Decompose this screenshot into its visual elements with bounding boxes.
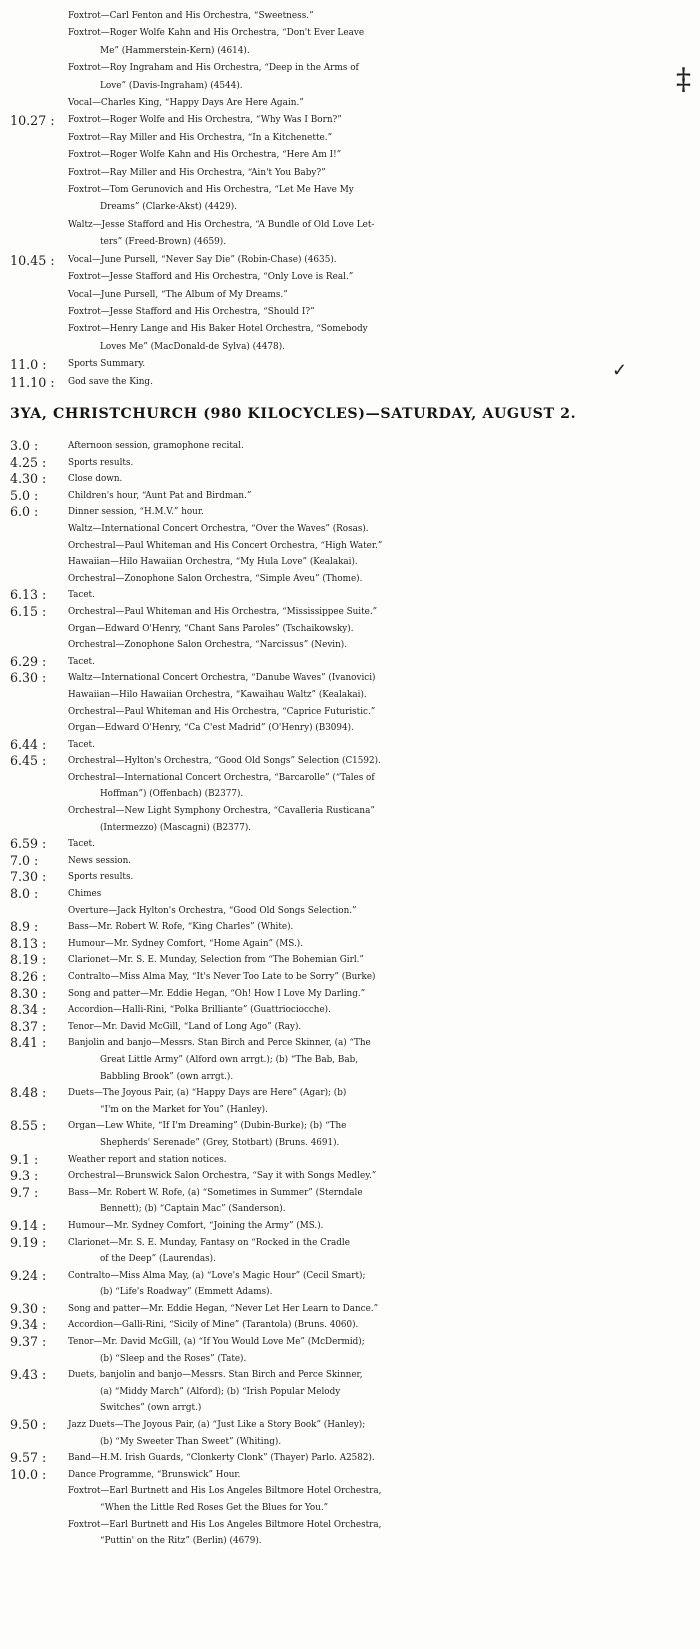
programme-entry xyxy=(0,1168,700,1185)
programme-entry xyxy=(0,604,700,621)
entry-text: Foxtrot—Earl Burtnett and His Los Angeles Biltmore Hotel Orchestra, xyxy=(68,1486,382,1497)
entry-time: 9.19 : xyxy=(10,1234,47,1250)
entry-text-continued: “I'm on the Market for You” (Hanley). xyxy=(100,1104,268,1115)
entry-text: Sports results. xyxy=(68,457,134,468)
programme-entry xyxy=(0,1334,700,1367)
programme-entry xyxy=(0,95,700,112)
programme-entry xyxy=(0,903,700,920)
entry-text: Organ—Lew White, “If I'm Dreaming” (Dubin-Burke); (b) “The xyxy=(68,1121,347,1132)
programme-entry xyxy=(0,25,700,60)
entry-time: 8.9 : xyxy=(10,919,39,935)
entry-text: Hawaiian—Hilo Hawaiian Orchestra, “Kawaihau Waltz” (Kealakai). xyxy=(68,689,367,700)
programme-entry xyxy=(0,60,700,95)
entry-text-continued: Bennett); (b) “Captain Mac” (Sanderson). xyxy=(100,1204,286,1215)
entry-text: Foxtrot—Roy Ingraham and His Orchestra, “Deep in the Arms of xyxy=(68,63,359,74)
entry-text: Foxtrot—Tom Gerunovich and His Orchestra, “Let Me Have My xyxy=(68,185,354,196)
entry-text: Accordion—Galli-Rini, “Sicily of Mine” (Tarantola) (Bruns. 4060). xyxy=(68,1320,359,1331)
entry-time: 4.25 : xyxy=(10,454,47,470)
programme-entry xyxy=(0,304,700,321)
programme-entry xyxy=(0,737,700,754)
entry-text: Tenor—Mr. David McGill, “Land of Long Ago” (Ray). xyxy=(68,1021,302,1032)
entry-time: 6.15 : xyxy=(10,603,47,619)
entry-text-continued: Babbling Brook” (own arrgt.). xyxy=(100,1071,234,1082)
entry-time: 6.13 : xyxy=(10,587,47,603)
entry-time: 9.43 : xyxy=(10,1367,47,1383)
entry-text: Tacet. xyxy=(68,590,95,601)
entry-text-continued: of the Deep” (Laurendas). xyxy=(100,1254,216,1265)
programme-3ya xyxy=(0,438,700,1550)
programme-entry xyxy=(0,836,700,853)
entry-text-continued: Dreams” (Clarke-Akst) (4429). xyxy=(100,202,238,213)
programme-entry xyxy=(0,1185,700,1218)
programme-entry xyxy=(0,287,700,304)
programme-entry xyxy=(0,1417,700,1450)
programme-entry xyxy=(0,886,700,903)
programme-entry xyxy=(0,1085,700,1118)
entry-text: Orchestral—Paul Whiteman and His Orchestra, “Caprice Futuristic.” xyxy=(68,706,376,717)
programme-entry xyxy=(0,936,700,953)
entry-text: Orchestral—Hylton's Orchestra, “Good Old Songs” Selection (C1592). xyxy=(68,756,381,767)
programme-entry xyxy=(0,919,700,936)
entry-text-continued: Loves Me” (MacDonald-de Sylva) (4478). xyxy=(100,341,285,352)
entry-time: 8.19 : xyxy=(10,952,47,968)
entry-text-continued: Shepherds' Serenade” (Grey, Stotbart) (Bruns. 4691). xyxy=(100,1137,340,1148)
programme-entry xyxy=(0,1235,700,1268)
programme-entry xyxy=(0,1019,700,1036)
entry-text: Orchestral—International Concert Orchestra, “Barcarolle” (“Tales of xyxy=(68,772,375,783)
entry-text: Vocal—Charles King, “Happy Days Are Here Again.” xyxy=(68,98,304,109)
entry-text: Bass—Mr. Robert W. Rofe, (a) “Sometimes in Summer” (Sterndale xyxy=(68,1187,363,1198)
programme-entry xyxy=(0,853,700,870)
programme-entry xyxy=(0,321,700,356)
entry-text: Orchestral—New Light Symphony Orchestra, “Cavalleria Rusticana” xyxy=(68,806,375,817)
entry-text: Close down. xyxy=(68,474,123,485)
entry-time: 8.37 : xyxy=(10,1018,47,1034)
programme-entry xyxy=(0,1517,700,1550)
entry-text-continued: (b) “Life's Roadway” (Emmett Adams). xyxy=(100,1287,273,1298)
programme-entry xyxy=(0,1450,700,1467)
programme-entry xyxy=(0,1035,700,1085)
entry-text: Foxtrot—Earl Burtnett and His Los Angeles Biltmore Hotel Orchestra, xyxy=(68,1519,382,1530)
entry-time: 8.55 : xyxy=(10,1118,47,1134)
programme-entry xyxy=(0,521,700,538)
entry-time: 10.27 : xyxy=(10,113,55,129)
entry-time: 9.7 : xyxy=(10,1184,39,1200)
programme-entry xyxy=(0,217,700,252)
programme-entry xyxy=(0,969,700,986)
entry-time: 3.0 : xyxy=(10,438,39,453)
entry-text: Jazz Duets—The Joyous Pair, (a) “Just Like a Story Book” (Hanley); xyxy=(68,1420,366,1431)
entry-time: 9.50 : xyxy=(10,1417,47,1433)
programme-entry xyxy=(0,1367,700,1417)
programme-entry xyxy=(0,1467,700,1484)
programme-entry xyxy=(0,374,700,391)
entry-text: Vocal—June Pursell, “The Album of My Dreams.” xyxy=(68,289,288,300)
entry-text: Waltz—International Concert Orchestra, “Over the Waves” (Rosas). xyxy=(68,523,369,534)
entry-time: 6.0 : xyxy=(10,504,39,520)
entry-text: Overture—Jack Hylton's Orchestra, “Good Old Songs Selection.” xyxy=(68,905,357,916)
entry-text: Foxtrot—Roger Wolfe Kahn and His Orchestra, “Here Am I!” xyxy=(68,150,342,161)
entry-text: Contralto—Miss Alma May, (a) “Love's Magic Hour” (Cecil Smart); xyxy=(68,1270,366,1281)
entry-time: 4.30 : xyxy=(10,471,47,487)
entry-text: Banjolin and banjo—Messrs. Stan Birch and Perce Skinner, (a) “The xyxy=(68,1038,371,1049)
programme-entry xyxy=(0,1317,700,1334)
entry-text: Chimes xyxy=(68,889,102,900)
programme-entry xyxy=(0,869,700,886)
programme-entry xyxy=(0,1483,700,1516)
entry-text: Tenor—Mr. David McGill, (a) “If You Would Love Me” (McDermid); xyxy=(68,1337,365,1348)
programme-entry xyxy=(0,1002,700,1019)
entry-time: 8.48 : xyxy=(10,1085,47,1101)
programme-entry xyxy=(0,147,700,164)
entry-time: 6.59 : xyxy=(10,836,47,852)
entry-text-continued: “Puttin' on the Ritz” (Berlin) (4679). xyxy=(100,1536,262,1547)
programme-entry xyxy=(0,356,700,373)
entry-text: Orchestral—Paul Whiteman and His Concert Orchestra, “High Water.” xyxy=(68,540,383,551)
entry-time: 9.37 : xyxy=(10,1334,47,1350)
entry-time: 8.30 : xyxy=(10,985,47,1001)
entry-text-continued: (Intermezzo) (Mascagni) (B2377). xyxy=(100,822,252,833)
entry-text: Band—H.M. Irish Guards, “Clonkerty Clonk” (Thayer) Parlo. A2582). xyxy=(68,1453,375,1464)
entry-text: Vocal—June Pursell, “Never Say Die” (Robin-Chase) (4635). xyxy=(68,254,337,265)
entry-text: Organ—Edward O'Henry, “Chant Sans Paroles” (Tschaikowsky). xyxy=(68,623,354,634)
programme-entry xyxy=(0,621,700,638)
entry-time: 8.34 : xyxy=(10,1002,47,1018)
entry-text-continued: “When the Little Red Roses Get the Blues for You.” xyxy=(100,1503,329,1513)
programme-entry xyxy=(0,670,700,687)
entry-text: Duets—The Joyous Pair, (a) “Happy Days are Here” (Agar); (b) xyxy=(68,1088,347,1099)
entry-text: Tacet. xyxy=(68,839,95,850)
entry-time: 6.44 : xyxy=(10,736,47,752)
programme-entry xyxy=(0,182,700,217)
entry-text: Waltz—International Concert Orchestra, “Danube Waves” (Ivanovici) xyxy=(68,673,376,684)
entry-time: 7.30 : xyxy=(10,869,47,885)
entry-text-continued: Great Little Army” (Alford own arrgt.); (b) “The Bab, Bab, xyxy=(100,1054,358,1065)
entry-time: 10.45 : xyxy=(10,252,55,268)
entry-text: Foxtrot—Ray Miller and His Orchestra, “Ain't You Baby?” xyxy=(68,167,326,178)
entry-time: 9.30 : xyxy=(10,1300,47,1316)
programme-entry xyxy=(0,1218,700,1235)
entry-text-continued: (a) “Middy March” (Alford); (b) “Irish Popular Melody xyxy=(100,1386,341,1397)
programme-entry xyxy=(0,455,700,472)
entry-text: Afternoon session, gramophone recital. xyxy=(68,441,244,451)
margin-pen-mark: ‡ xyxy=(676,62,691,97)
programme-entry xyxy=(0,538,700,555)
programme-entry xyxy=(0,438,700,455)
entry-text-continued: (b) “Sleep and the Roses” (Tate). xyxy=(100,1353,247,1364)
entry-text: Sports Summary. xyxy=(68,359,146,370)
entry-text: News session. xyxy=(68,855,132,866)
programme-entry xyxy=(0,704,700,721)
entry-text: Sports results. xyxy=(68,872,134,883)
programme-entry xyxy=(0,753,700,770)
entry-time: 8.26 : xyxy=(10,969,47,984)
entry-text: Hawaiian—Hilo Hawaiian Orchestra, “My Hula Love” (Kealakai). xyxy=(68,557,358,568)
entry-text: Foxtrot—Jesse Stafford and His Orchestra, “Should I?” xyxy=(68,306,315,317)
programme-entry xyxy=(0,8,700,25)
entry-time: 8.41 : xyxy=(10,1035,47,1051)
programme-entry xyxy=(0,471,700,488)
entry-text: God save the King. xyxy=(68,376,153,387)
entry-time: 5.0 : xyxy=(10,487,39,503)
programme-entry xyxy=(0,770,700,803)
entry-time: 10.0 : xyxy=(10,1466,47,1482)
entry-text: Duets, banjolin and banjo—Messrs. Stan Birch and Perce Skinner, xyxy=(68,1370,363,1381)
programme-entry xyxy=(0,654,700,671)
entry-time: 8.13 : xyxy=(10,935,47,951)
programme-entry xyxy=(0,1301,700,1318)
programme-entry xyxy=(0,112,700,129)
entry-text: Song and patter—Mr. Eddie Hegan, “Never Let Her Learn to Dance.” xyxy=(68,1303,379,1314)
entry-time: 9.3 : xyxy=(10,1168,39,1184)
entry-text: Contralto—Miss Alma May, “It's Never Too Late to be Sorry” (Burke) xyxy=(68,972,376,982)
entry-text: Bass—Mr. Robert W. Rofe, “King Charles” (White). xyxy=(68,922,294,933)
entry-text-continued: Love” (Davis-Ingraham) (4544). xyxy=(100,80,243,91)
entry-time: 11.0 : xyxy=(10,357,47,373)
entry-text: Accordion—Halli-Rini, “Polka Brilliante” (Guattriociocche). xyxy=(68,1005,331,1016)
entry-text: Waltz—Jesse Stafford and His Orchestra, “A Bundle of Old Love Let- xyxy=(68,219,375,230)
entry-text: Clarionet—Mr. S. E. Munday, Selection from “The Bohemian Girl.” xyxy=(68,955,364,966)
entry-text: Foxtrot—Roger Wolfe Kahn and His Orchestra, “Don't Ever Leave xyxy=(68,28,365,39)
entry-text: Tacet. xyxy=(68,739,95,750)
entry-time: 6.45 : xyxy=(10,753,47,769)
entry-text: Foxtrot—Jesse Stafford and His Orchestra, “Only Love is Real.” xyxy=(68,272,354,283)
entry-text: Foxtrot—Ray Miller and His Orchestra, “In a Kitchenette.” xyxy=(68,132,333,143)
entry-text: Humour—Mr. Sydney Comfort, “Joining the Army” (MS.). xyxy=(68,1220,324,1231)
entry-text: Orchestral—Zonophone Salon Orchestra, “Simple Aveu” (Thome). xyxy=(68,573,363,584)
programme-entry xyxy=(0,488,700,505)
station-heading: 3YA, CHRISTCHURCH (980 KILOCYCLES)—SATURDAY, AUGUST 2. xyxy=(10,406,577,422)
entry-text: Foxtrot—Carl Fenton and His Orchestra, “Sweetness.” xyxy=(68,11,314,21)
entry-time: 7.0 : xyxy=(10,852,39,868)
programme-entry xyxy=(0,803,700,836)
entry-text: Orchestral—Brunswick Salon Orchestra, “Say it with Songs Medley.” xyxy=(68,1171,377,1182)
entry-text-continued: Hoffman”) (Offenbach) (B2377). xyxy=(100,789,244,800)
entry-time: 11.10 : xyxy=(10,374,55,390)
programme-entry xyxy=(0,554,700,571)
entry-text: Orchestral—Zonophone Salon Orchestra, “Narcissus” (Nevin). xyxy=(68,640,348,651)
entry-text: Organ—Edward O'Henry, “Ca C'est Madrid” (O'Henry) (B3094). xyxy=(68,723,354,734)
programme-entry xyxy=(0,587,700,604)
entry-text: Foxtrot—Henry Lange and His Baker Hotel Orchestra, “Somebody xyxy=(68,324,368,335)
entry-text: Weather report and station notices. xyxy=(68,1154,227,1165)
entry-text-continued: Me” (Hammerstein-Kern) (4614). xyxy=(100,45,250,56)
programme-continuation xyxy=(0,8,700,391)
programme-entry xyxy=(0,130,700,147)
entry-text: Children's hour, “Aunt Pat and Birdman.” xyxy=(68,490,252,501)
entry-time: 9.24 : xyxy=(10,1267,47,1283)
entry-text: Humour—Mr. Sydney Comfort, “Home Again” (MS.). xyxy=(68,938,303,949)
entry-time: 9.1 : xyxy=(10,1151,39,1167)
entry-time: 9.34 : xyxy=(10,1317,47,1333)
programme-entry xyxy=(0,1152,700,1169)
programme-entry xyxy=(0,952,700,969)
entry-time: 8.0 : xyxy=(10,886,39,902)
programme-entry xyxy=(0,252,700,269)
entry-text-continued: (b) “My Sweeter Than Sweet” (Whiting). xyxy=(100,1436,282,1447)
entry-text-continued: ters” (Freed-Brown) (4659). xyxy=(100,237,227,248)
entry-time: 6.30 : xyxy=(10,670,47,686)
margin-tick-mark: ✓ xyxy=(612,360,628,381)
entry-text: Dinner session, “H.M.V.” hour. xyxy=(68,507,204,518)
programme-entry xyxy=(0,720,700,737)
entry-text: Song and patter—Mr. Eddie Hegan, “Oh! How I Love My Darling.” xyxy=(68,988,366,999)
entry-text: Foxtrot—Roger Wolfe and His Orchestra, “Why Was I Born?” xyxy=(68,115,342,126)
programme-entry xyxy=(0,1268,700,1301)
entry-time: 9.14 : xyxy=(10,1217,47,1233)
programme-entry xyxy=(0,504,700,521)
programme-entry xyxy=(0,986,700,1003)
programme-entry xyxy=(0,571,700,588)
entry-time: 6.29 : xyxy=(10,653,47,669)
programme-entry xyxy=(0,687,700,704)
entry-text: Tacet. xyxy=(68,656,95,667)
programme-entry xyxy=(0,637,700,654)
entry-text: Orchestral—Paul Whiteman and His Orchestra, “Mississippee Suite.” xyxy=(68,606,378,617)
entry-text: Clarionet—Mr. S. E. Munday, Fantasy on “Rocked in the Cradle xyxy=(68,1237,350,1248)
entry-text: Dance Programme, “Brunswick” Hour. xyxy=(68,1469,241,1480)
entry-time: 9.57 : xyxy=(10,1450,47,1466)
programme-entry xyxy=(0,1118,700,1151)
programme-entry xyxy=(0,269,700,286)
entry-text-continued: Switches” (own arrgt.) xyxy=(100,1403,202,1414)
programme-entry xyxy=(0,165,700,182)
